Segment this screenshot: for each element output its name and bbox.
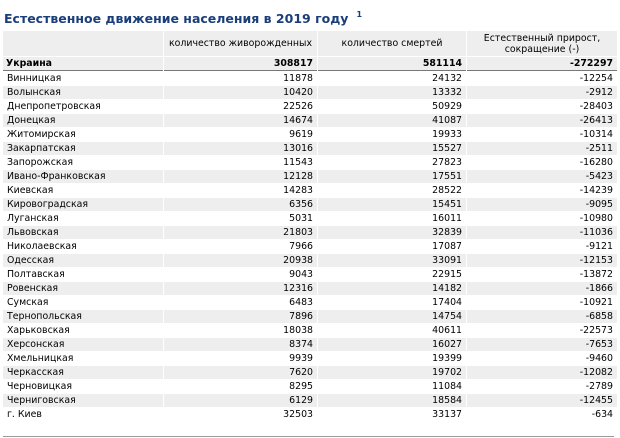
table-row	[3, 394, 617, 407]
births-value: 11543	[164, 156, 317, 169]
growth-value: -272297	[467, 57, 617, 71]
region-name: Полтавская	[3, 268, 163, 281]
growth-value: -9460	[467, 352, 617, 365]
births-value: 10420	[164, 86, 317, 99]
table-row	[3, 296, 617, 309]
region-name: Житомирская	[3, 128, 163, 141]
growth-value: -7653	[467, 338, 617, 351]
deaths-value: 16027	[318, 338, 466, 351]
births-value: 8295	[164, 380, 317, 393]
deaths-value: 16011	[318, 212, 466, 225]
table-row	[3, 408, 617, 421]
deaths-value: 581114	[318, 57, 466, 71]
deaths-value: 13332	[318, 86, 466, 99]
growth-value: -2789	[467, 380, 617, 393]
region-name: Николаевская	[3, 240, 163, 253]
deaths-value: 22915	[318, 268, 466, 281]
region-name: Запорожская	[3, 156, 163, 169]
deaths-value: 15527	[318, 142, 466, 155]
growth-value: -12153	[467, 254, 617, 267]
region-name: Закарпатская	[3, 142, 163, 155]
growth-value: -14239	[467, 184, 617, 197]
table-row	[3, 310, 617, 323]
deaths-value: 19702	[318, 366, 466, 379]
table-bottom-divider	[3, 436, 614, 437]
region-name: Волынская	[3, 86, 163, 99]
table-row	[3, 100, 617, 113]
table-row	[3, 282, 617, 295]
deaths-value: 17087	[318, 240, 466, 253]
region-name: Луганская	[3, 212, 163, 225]
deaths-value: 24132	[318, 72, 466, 85]
births-value: 14674	[164, 114, 317, 127]
births-value: 32503	[164, 408, 317, 421]
table-row	[3, 86, 617, 99]
deaths-value: 19933	[318, 128, 466, 141]
region-name: Ивано-Франковская	[3, 170, 163, 183]
region-name: Харьковская	[3, 324, 163, 337]
table-row	[3, 366, 617, 379]
deaths-value: 28522	[318, 184, 466, 197]
births-value: 6356	[164, 198, 317, 211]
region-name: Тернопольская	[3, 310, 163, 323]
deaths-value: 17404	[318, 296, 466, 309]
growth-value: -12082	[467, 366, 617, 379]
growth-value: -10314	[467, 128, 617, 141]
deaths-value: 14754	[318, 310, 466, 323]
growth-value: -9121	[467, 240, 617, 253]
births-value: 6483	[164, 296, 317, 309]
title-text: Естественное движение населения в 2019 году	[4, 11, 349, 26]
births-value: 9043	[164, 268, 317, 281]
deaths-value: 19399	[318, 352, 466, 365]
births-value: 12128	[164, 170, 317, 183]
table-row	[3, 254, 617, 267]
births-value: 12316	[164, 282, 317, 295]
deaths-value: 33137	[318, 408, 466, 421]
region-name: Донецкая	[3, 114, 163, 127]
growth-value: -28403	[467, 100, 617, 113]
births-value: 18038	[164, 324, 317, 337]
table-row	[3, 128, 617, 141]
table-row	[3, 72, 617, 85]
region-name: Винницкая	[3, 72, 163, 85]
region-name: Одесская	[3, 254, 163, 267]
region-name: Киевская	[3, 184, 163, 197]
table-row	[3, 352, 617, 365]
deaths-value: 33091	[318, 254, 466, 267]
table-row	[3, 240, 617, 253]
footnote-link[interactable]: 1	[356, 10, 363, 19]
growth-value: -1866	[467, 282, 617, 295]
header-row	[3, 31, 617, 56]
births-value: 20938	[164, 254, 317, 267]
deaths-value: 27823	[318, 156, 466, 169]
column-header-growth: Естественный прирост, сокращение (-)	[467, 31, 617, 56]
table-row	[3, 268, 617, 281]
deaths-value: 17551	[318, 170, 466, 183]
births-value: 9619	[164, 128, 317, 141]
growth-value: -12455	[467, 394, 617, 407]
table-row	[3, 156, 617, 169]
births-value: 7966	[164, 240, 317, 253]
births-value: 11878	[164, 72, 317, 85]
region-name: Кировоградская	[3, 198, 163, 211]
growth-value: -634	[467, 408, 617, 421]
births-value: 22526	[164, 100, 317, 113]
region-name: Днепропетровская	[3, 100, 163, 113]
region-name: Черниговская	[3, 394, 163, 407]
table-row	[3, 114, 617, 127]
growth-value: -5423	[467, 170, 617, 183]
table-row	[3, 380, 617, 393]
deaths-value: 14182	[318, 282, 466, 295]
region-name: Украина	[3, 57, 163, 71]
growth-value: -2912	[467, 86, 617, 99]
growth-value: -9095	[467, 198, 617, 211]
table-row	[3, 170, 617, 183]
births-value: 9939	[164, 352, 317, 365]
table-row	[3, 324, 617, 337]
region-name: Черновицкая	[3, 380, 163, 393]
deaths-value: 50929	[318, 100, 466, 113]
growth-value: -11036	[467, 226, 617, 239]
column-header-region	[3, 31, 163, 56]
deaths-value: 41087	[318, 114, 466, 127]
growth-value: -22573	[467, 324, 617, 337]
growth-value: -26413	[467, 114, 617, 127]
region-name: Сумская	[3, 296, 163, 309]
births-value: 8374	[164, 338, 317, 351]
region-name: Львовская	[3, 226, 163, 239]
growth-value: -10980	[467, 212, 617, 225]
deaths-value: 15451	[318, 198, 466, 211]
region-name: Херсонская	[3, 338, 163, 351]
table-row	[3, 142, 617, 155]
growth-value: -10921	[467, 296, 617, 309]
column-header-deaths: количество смертей	[318, 31, 466, 56]
births-value: 7620	[164, 366, 317, 379]
growth-value: -13872	[467, 268, 617, 281]
table-row	[3, 338, 617, 351]
region-name: Хмельницкая	[3, 352, 163, 365]
deaths-value: 11084	[318, 380, 466, 393]
growth-value: -2511	[467, 142, 617, 155]
deaths-value: 18584	[318, 394, 466, 407]
region-name: Черкасская	[3, 366, 163, 379]
growth-value: -16280	[467, 156, 617, 169]
region-name: г. Киев	[3, 408, 163, 421]
population-table	[2, 30, 618, 422]
table-row	[3, 212, 617, 225]
births-value: 5031	[164, 212, 317, 225]
table-row	[3, 184, 617, 197]
births-value: 13016	[164, 142, 317, 155]
births-value: 7896	[164, 310, 317, 323]
growth-value: -6858	[467, 310, 617, 323]
births-value: 308817	[164, 57, 317, 71]
deaths-value: 32839	[318, 226, 466, 239]
births-value: 21803	[164, 226, 317, 239]
total-row	[3, 57, 617, 71]
table-row	[3, 226, 617, 239]
region-name: Ровенская	[3, 282, 163, 295]
page-title	[4, 11, 362, 26]
table-row	[3, 198, 617, 211]
column-header-births: количество живорожденных	[164, 31, 317, 56]
births-value: 14283	[164, 184, 317, 197]
growth-value: -12254	[467, 72, 617, 85]
births-value: 6129	[164, 394, 317, 407]
deaths-value: 40611	[318, 324, 466, 337]
